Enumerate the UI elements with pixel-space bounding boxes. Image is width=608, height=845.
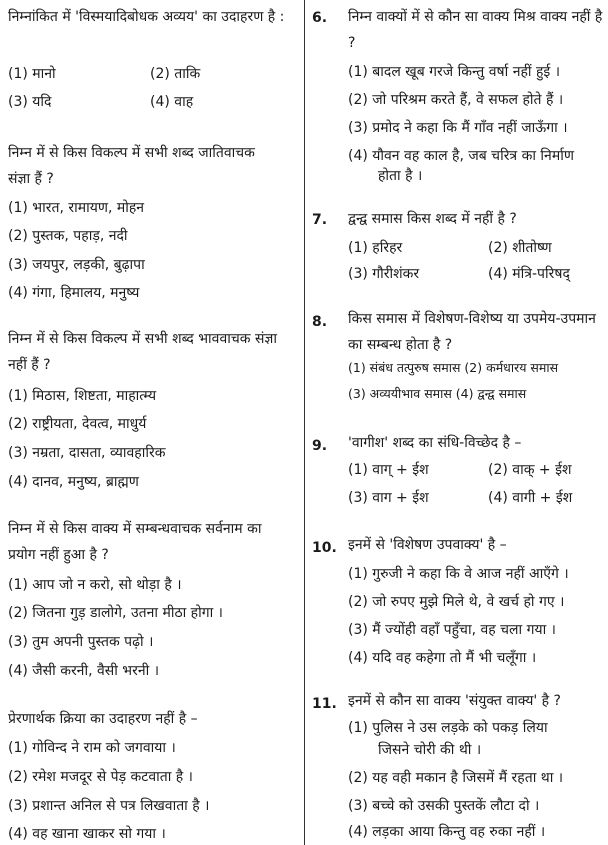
question-10-option-1: (1) गुरुजी ने कहा कि वे आज नहीं आएँगे ।: [348, 566, 569, 582]
question-11-stem: इनमें से कौन सा वाक्य 'संयुक्त वाक्य' है ?: [348, 693, 561, 709]
question-7-stem: द्वन्द्व समास किस शब्द में नहीं है ?: [348, 211, 517, 227]
question-5-stem: प्रेरणार्थक क्रिया का उदाहरण नहीं है –: [8, 711, 198, 727]
question-5-option-3: (3) प्रशान्त अनिल से पत्र लिखवाता है ।: [8, 798, 210, 814]
question-5-option-4: (4) वह खाना खाकर सो गया ।: [8, 826, 166, 842]
question-9-number: 9.: [312, 438, 328, 454]
question-3-option-4: (4) दानव, मनुष्य, ब्राह्मण: [8, 474, 139, 490]
question-8-stem: किस समास में विशेषण-विशेष्य या उपमेय-उपमान का सम्बन्ध होता है ?: [348, 311, 596, 353]
question-11-option-3: (3) बच्चे को उसकी पुस्तकें लौटा दो ।: [348, 798, 540, 814]
question-3-option-1: (1) मिठास, शिष्टता, माहात्म्य: [8, 388, 157, 404]
question-9-option-2: (2) वाक् + ईश: [488, 462, 572, 478]
question-7-option-3: (3) गौरीशंकर: [348, 266, 420, 282]
question-1-option-3: (3) यदि: [8, 94, 52, 110]
question-2-option-3: (3) जयपुर, लड़की, बुढ़ापा: [8, 257, 145, 273]
question-7-option-2: (2) शीतोष्ण: [488, 240, 552, 256]
question-6-stem: निम्न वाक्यों में से कौन सा वाक्य मिश्र वाक्य नहीं है ?: [348, 9, 603, 51]
question-11-option-1-cont: जिसने चोरी की थी ।: [378, 742, 482, 758]
question-1-stem: निम्नांकित में 'विस्मयादिबोधक अव्यय' का उदाहरण है :: [8, 9, 285, 25]
question-4-option-4: (4) जैसी करनी, वैसी भरनी ।: [8, 663, 160, 679]
question-6-option-2: (2) जो परिश्रम करते हैं, वे सफल होते हैं ।: [348, 92, 564, 108]
question-6-option-1: (1) बादल खूब गरजे किन्तु वर्षा नहीं हुई ।: [348, 64, 561, 80]
question-4-stem: निम्न में से किस वाक्य में सम्बन्धवाचक सर्वनाम का प्रयोग नहीं हुआ है ?: [8, 521, 262, 563]
question-1-option-2: (2) ताकि: [150, 66, 201, 82]
question-1-option-4: (4) वाह: [150, 94, 194, 110]
question-10-option-3: (3) मैं ज्योंही वहाँ पहुँचा, वह चला गया ।: [348, 622, 556, 638]
question-10-number: 10.: [312, 540, 337, 556]
question-2-stem: निम्न में से किस विकल्प में सभी शब्द जातिवाचक संज्ञा हैं ?: [8, 145, 255, 187]
column-divider: [304, 0, 305, 845]
question-5-option-1: (1) गोविन्द ने राम को जगवाया ।: [8, 740, 176, 756]
question-3-stem: निम्न में से किस विकल्प में सभी शब्द भाववाचक संज्ञा नहीं हैं ?: [8, 331, 278, 373]
question-4-option-1: (1) आप जो न करो, सो थोड़ा है ।: [8, 577, 182, 593]
question-3-option-3: (3) नम्रता, दासता, व्यावहारिक: [8, 445, 166, 461]
question-2-option-1: (1) भारत, रामायण, मोहन: [8, 200, 145, 216]
question-8-option-row-2: (3) अव्ययीभाव समास (4) द्वन्द्व समास: [348, 386, 527, 401]
question-6-option-3: (3) प्रमोद ने कहा कि मैं गाँव नहीं जाऊँगा ।: [348, 120, 568, 136]
question-6-option-4: (4) यौवन वह काल है, जब चरित्र का निर्माण: [348, 148, 574, 164]
question-10-option-2: (2) जो रुपए मुझे मिले थे, वे खर्च हो गए ।: [348, 594, 565, 610]
question-5-option-2: (2) रमेश मजदूर से पेड़ कटवाता है ।: [8, 769, 193, 785]
question-11-option-1: (1) पुलिस ने उस लड़के को पकड़ लिया: [348, 720, 548, 736]
question-8-number: 8.: [312, 314, 328, 330]
question-6-number: 6.: [312, 10, 328, 26]
question-9-option-3: (3) वाग + ईश: [348, 490, 429, 506]
question-7-option-4: (4) मंत्रि-परिषद्: [488, 266, 570, 282]
question-11-option-2: (2) यह वही मकान है जिसमें मैं रहता था ।: [348, 770, 564, 786]
question-9-stem: 'वागीश' शब्द का संधि-विच्छेद है –: [348, 435, 522, 451]
question-9-option-4: (4) वागी + ईश: [488, 490, 573, 506]
question-11-option-4: (4) लड़का आया किन्तु वह रुका नहीं ।: [348, 824, 546, 840]
question-7-option-1: (1) हरिहर: [348, 240, 403, 256]
question-1-option-1: (1) मानो: [8, 66, 56, 82]
question-6-option-4-cont: होता है ।: [378, 168, 423, 184]
question-4-option-2: (2) जितना गुड़ डालोगे, उतना मीठा होगा ।: [8, 605, 223, 621]
question-3-option-2: (2) राष्ट्रीयता, देवत्व, माधुर्य: [8, 416, 147, 432]
question-10-stem: इनमें से 'विशेषण उपवाक्य' है –: [348, 537, 507, 553]
question-10-option-4: (4) यदि वह कहेगा तो मैं भी चलूँगा ।: [348, 650, 537, 666]
question-11-number: 11.: [312, 696, 337, 712]
question-9-option-1: (1) वाग् + ईश: [348, 462, 429, 478]
question-7-number: 7.: [312, 212, 328, 228]
question-4-option-3: (3) तुम अपनी पुस्तक पढ़ो ।: [8, 634, 154, 650]
question-2-option-2: (2) पुस्तक, पहाड़, नदी: [8, 228, 128, 244]
question-2-option-4: (4) गंगा, हिमालय, मनुष्य: [8, 285, 140, 301]
question-8-option-row-1: (1) संबंध तत्पुरुष समास (2) कर्मधारय समास: [348, 360, 559, 375]
